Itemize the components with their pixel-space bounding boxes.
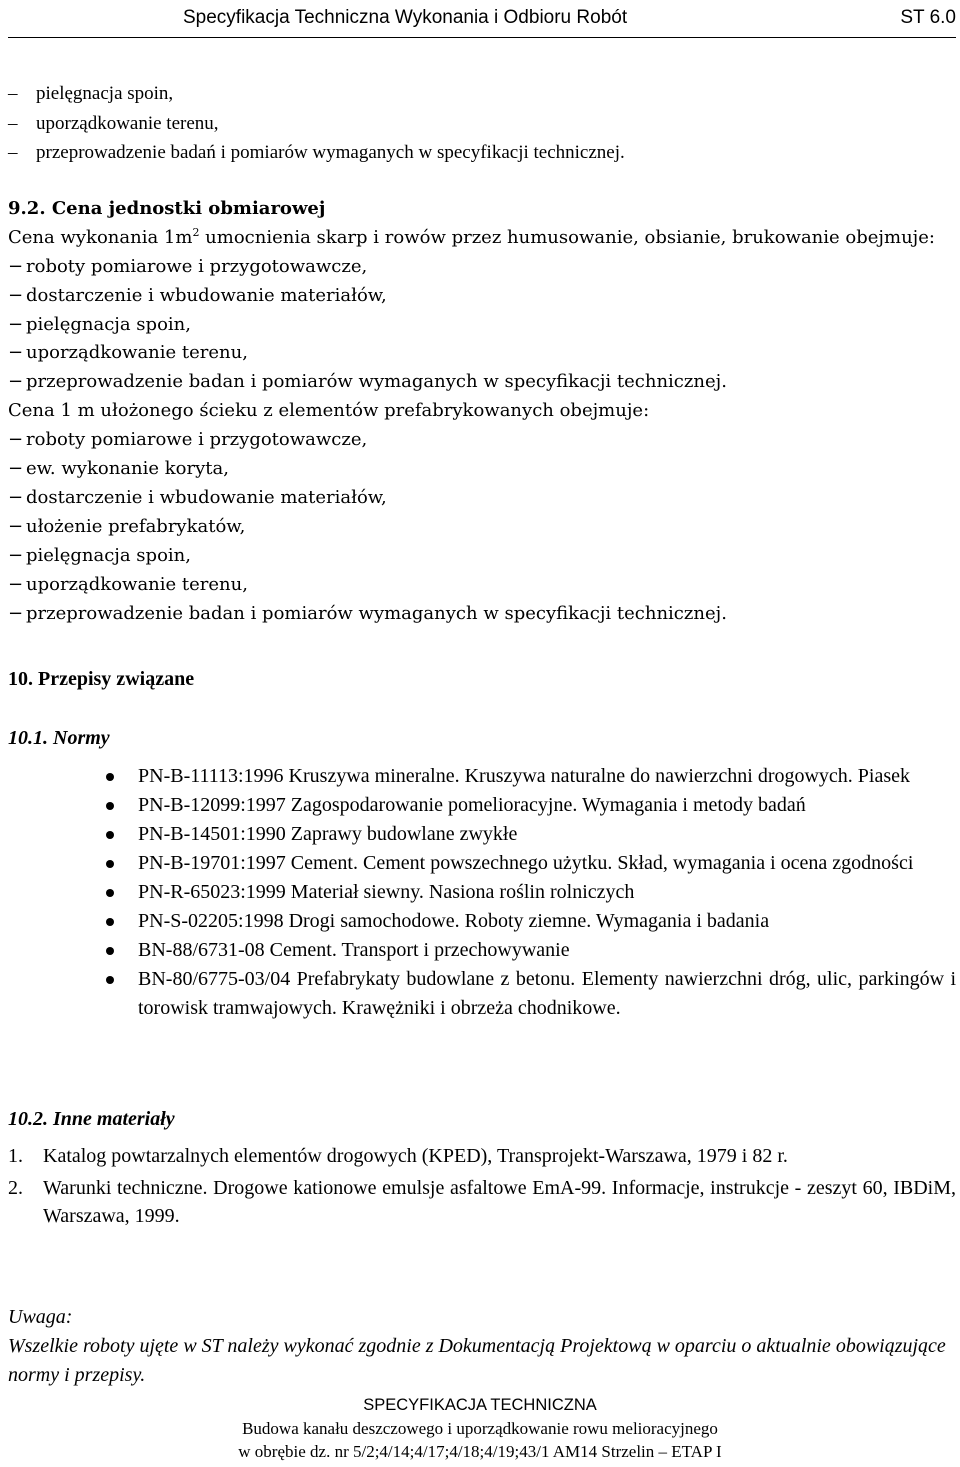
spec-code: ST 6.0: [900, 7, 956, 28]
list-item: – uporządkowanie terenu,: [8, 109, 956, 139]
scope-list-1: [8, 253, 956, 397]
list-item: BN-80/6775-03/04 Prefabrykaty budowlane z betonu. Elementy nawierzchni dróg, ulic, parkingów i torowisk tramwajowych. Krawężniki i obrzeża chodnikowe.: [138, 965, 956, 1023]
list-item: − pielęgnacja spoin,: [8, 311, 956, 340]
document-title: Specyfikacja Techniczna Wykonania i Odbioru Robót: [183, 7, 628, 28]
intro-list-block: [8, 79, 956, 168]
list-item: − ew. wykonanie koryta,: [8, 455, 956, 484]
note-text: Wszelkie roboty ujęte w ST należy wykonać zgodnie z Dokumentacją Projektową w oparciu o aktualnie obowiązujące normy i przepisy.: [8, 1335, 946, 1386]
list-item: − uporządkowanie terenu,: [8, 571, 956, 600]
list-item: − przeprowadzenie badan i pomiarów wymaganych w specyfikacji technicznej.: [8, 368, 956, 397]
list-item: BN-88/6731-08 Cement. Transport i przechowywanie: [138, 936, 956, 965]
footer-project-name: Budowa kanału deszczowego i uporządkowanie rowu melioracyjnego: [242, 1419, 718, 1438]
list-item: PN-B-12099:1997 Zagospodarowanie pomelioracyjne. Wymagania i metody badań: [138, 791, 956, 820]
list-item: PN-R-65023:1999 Materiał siewny. Nasiona roślin rolniczych: [138, 878, 956, 907]
paragraph: Cena 1 m ułożonego ścieku z elementów prefabrykowanych obejmuje:: [8, 400, 650, 422]
paragraph-text: Cena wykonania 1m: [8, 226, 193, 248]
list-item: PN-B-14501:1990 Zaprawy budowlane zwykłe: [138, 820, 956, 849]
norms-block: [138, 762, 956, 1023]
intro-list: [8, 79, 956, 168]
list-item: − roboty pomiarowe i przygotowawcze,: [8, 426, 956, 455]
list-item: PN-B-11113:1996 Kruszywa mineralne. Kruszywa naturalne do nawierzchni drogowych. Piasek: [138, 762, 956, 791]
note-block: [8, 1303, 956, 1390]
list-item: − ułożenie prefabrykatów,: [8, 513, 956, 542]
list-item: − uporządkowanie terenu,: [8, 339, 956, 368]
list-item: [8, 1142, 956, 1171]
footer-location: w obrębie dz. nr 5/2;4/14;4/17;4/18;4/19;43/1 AM14 Strzelin – ETAP I: [238, 1442, 722, 1461]
page-header: [0, 0, 960, 40]
paragraph: [8, 224, 956, 253]
section-heading: 9.2. Cena jednostki obmiarowej: [8, 198, 326, 219]
list-item: − dostarczenie i wbudowanie materiałów,: [8, 282, 956, 311]
paragraph-text: umocnienia skarp i rowów przez humusowanie, obsianie, brukowanie obejmuje:: [199, 226, 935, 248]
item-number: 1.: [8, 1145, 23, 1167]
list-item: − pielęgnacja spoin,: [8, 542, 956, 571]
materials-block: [8, 1142, 956, 1234]
list-item: − przeprowadzenie badan i pomiarów wymaganych w specyfikacji technicznej.: [8, 600, 956, 629]
list-item: – przeprowadzenie badań i pomiarów wymaganych w specyfikacji technicznej.: [8, 138, 956, 168]
section-10-2-heading: [8, 1108, 956, 1131]
list-item: − dostarczenie i wbudowanie materiałów,: [8, 484, 956, 513]
scope-list-2: [8, 426, 956, 628]
list-item: − roboty pomiarowe i przygotowawcze,: [8, 253, 956, 282]
page-footer: [0, 1394, 960, 1463]
norms-list: [138, 762, 956, 1023]
footer-spec-label: SPECYFIKACJA TECHNICZNA: [363, 1396, 597, 1414]
list-item: PN-B-19701:1997 Cement. Cement powszechnego użytku. Skład, wymagania i ocena zgodności: [138, 849, 956, 878]
section-heading: 10. Przepisy związane: [8, 668, 195, 690]
superscript: 2: [192, 225, 200, 239]
item-text: Warunki techniczne. Drogowe kationowe emulsje asfaltowe EmA-99. Informacje, instrukcje - zeszyt 60, IBDiM, Warszawa, 1999.: [43, 1176, 956, 1227]
section-10-heading: [8, 668, 956, 691]
header-divider: [8, 37, 956, 38]
list-item: [8, 1174, 956, 1231]
section-9-2: [8, 195, 956, 628]
section-10-1-heading: [8, 727, 956, 750]
subsection-heading: 10.1. Normy: [8, 727, 110, 749]
list-item: PN-S-02205:1998 Drogi samochodowe. Roboty ziemne. Wymagania i badania: [138, 907, 956, 936]
item-text: Katalog powtarzalnych elementów drogowych (KPED), Transprojekt-Warszawa, 1979 i 82 r.: [43, 1145, 788, 1167]
item-number: 2.: [8, 1176, 23, 1199]
subsection-heading: 10.2. Inne materiały: [8, 1108, 175, 1130]
note-label: Uwaga:: [8, 1306, 73, 1328]
materials-list: [8, 1142, 956, 1231]
list-item: – pielęgnacja spoin,: [8, 79, 956, 109]
